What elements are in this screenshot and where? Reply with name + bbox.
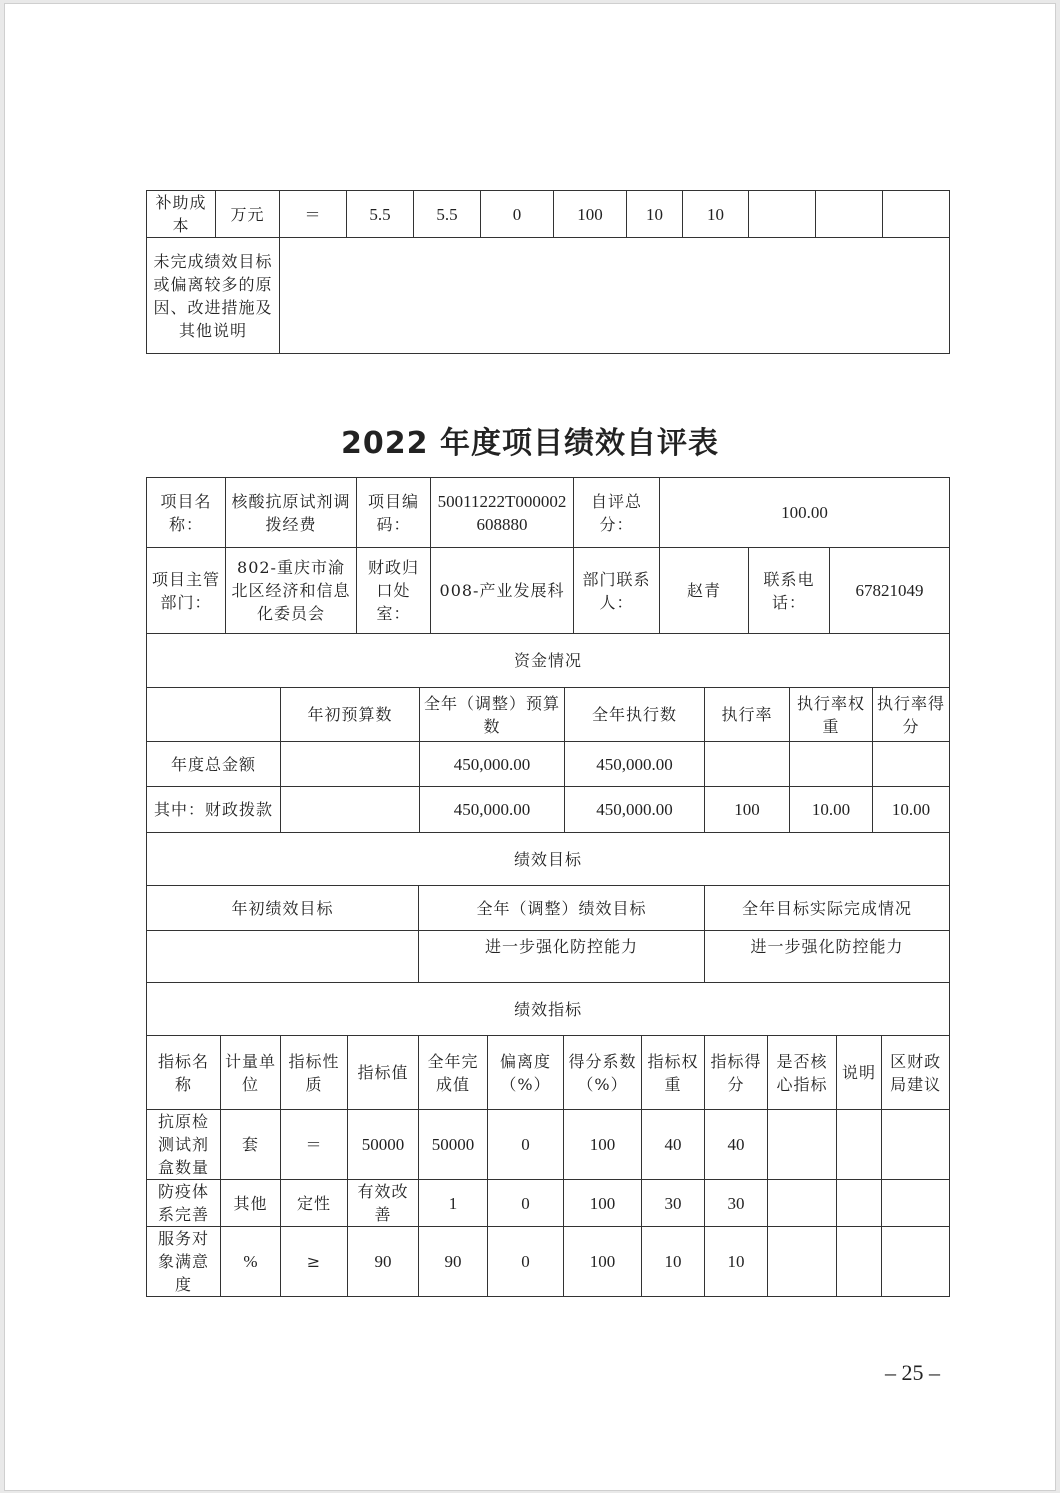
finance-label: 财政归口处室：	[357, 548, 431, 634]
table-cell: 30	[642, 1180, 705, 1227]
indicator-header-cell: 指标得分	[705, 1036, 768, 1110]
target: 5.5	[347, 191, 414, 238]
table-row	[147, 931, 950, 983]
goal-actual: 进一步强化防控能力	[705, 931, 950, 983]
dept-label: 项目主管部门：	[147, 548, 226, 634]
table-cell	[882, 1180, 950, 1227]
table-cell: 0	[488, 1110, 564, 1180]
deviation: 0	[481, 191, 554, 238]
table-row	[147, 688, 950, 742]
info-table	[146, 477, 950, 634]
unit: 万元	[216, 191, 280, 238]
coef: 100	[554, 191, 627, 238]
table-cell: 100	[564, 1227, 642, 1297]
table-row	[147, 634, 950, 688]
funds-header-cell: 年初预算数	[281, 688, 420, 742]
actual: 5.5	[414, 191, 481, 238]
table-cell	[768, 1110, 837, 1180]
goal-adjusted: 进一步强化防控能力	[419, 931, 705, 983]
table-cell: 定性	[281, 1180, 348, 1227]
prev-table	[146, 190, 950, 354]
table-cell: 防疫体系完善	[147, 1180, 221, 1227]
goals-header-cell: 年初绩效目标	[147, 886, 419, 931]
indicator-header-cell: 得分系数（%）	[564, 1036, 642, 1110]
note-value	[280, 238, 950, 354]
table-cell	[790, 742, 873, 787]
table-cell: 450,000.00	[565, 742, 705, 787]
indicator-header-cell: 说明	[837, 1036, 882, 1110]
goals-table	[146, 832, 950, 983]
indicator-header-cell: 偏离度（%）	[488, 1036, 564, 1110]
table-cell: 抗原检测试剂盒数量	[147, 1110, 221, 1180]
table-cell	[873, 742, 950, 787]
funds-header-cell: 执行率得分	[873, 688, 950, 742]
table-cell: 其他	[221, 1180, 281, 1227]
goals-header-cell: 全年目标实际完成情况	[705, 886, 950, 931]
funds-row-label: 其中：财政拨款	[147, 787, 281, 833]
table-cell	[882, 1110, 950, 1180]
table-cell: 10	[642, 1227, 705, 1297]
indicator-header-cell: 计量单位	[221, 1036, 281, 1110]
finance: 008-产业发展科	[431, 548, 574, 634]
indicator-header-cell: 指标值	[348, 1036, 419, 1110]
indicator-header-cell: 区财政局建议	[882, 1036, 950, 1110]
funds-table	[146, 633, 950, 833]
contact-label: 部门联系人：	[574, 548, 660, 634]
table-cell	[281, 787, 420, 833]
table-cell: 服务对象满意度	[147, 1227, 221, 1297]
table-cell: 40	[705, 1110, 768, 1180]
table-cell	[705, 742, 790, 787]
project-code: 50011222T000002608880	[431, 478, 574, 548]
funds-header-cell: 执行率	[705, 688, 790, 742]
table-cell: 90	[419, 1227, 488, 1297]
indicator-header-cell: 全年完成值	[419, 1036, 488, 1110]
table-row	[147, 1227, 950, 1297]
table-cell: 100	[705, 787, 790, 833]
table-cell: %	[221, 1227, 281, 1297]
funds-header-cell: 全年（调整）预算数	[420, 688, 565, 742]
table-cell: 0	[488, 1227, 564, 1297]
goal-initial	[147, 931, 419, 983]
table-cell: 100	[564, 1110, 642, 1180]
self-score-label: 自评总分：	[574, 478, 660, 548]
table-row	[147, 1110, 950, 1180]
goals-section-title: 绩效目标	[147, 833, 950, 886]
table-cell: 有效改善	[348, 1180, 419, 1227]
funds-header-cell: 执行率权重	[790, 688, 873, 742]
project-code-label: 项目编码：	[357, 478, 431, 548]
score: 10	[683, 191, 749, 238]
table-row	[147, 478, 950, 548]
table-cell: 450,000.00	[420, 742, 565, 787]
table-row	[147, 191, 950, 238]
page-title: 2022 年度项目绩效自评表	[341, 426, 719, 461]
table-cell: 50000	[419, 1110, 488, 1180]
nature: ＝	[280, 191, 347, 238]
table-cell: 450,000.00	[565, 787, 705, 833]
self-score: 100.00	[660, 478, 950, 548]
project-name-label: 项目名称：	[147, 478, 226, 548]
dept: 802-重庆市渝北区经济和信息化委员会	[226, 548, 357, 634]
table-cell: 10	[705, 1227, 768, 1297]
indicator-header-cell: 指标权重	[642, 1036, 705, 1110]
table-row	[147, 833, 950, 886]
indicator-header-cell: 是否核心指标	[768, 1036, 837, 1110]
funds-header-cell	[147, 688, 281, 742]
table-row	[147, 742, 950, 787]
table-row	[147, 983, 950, 1036]
table-row	[147, 1036, 950, 1110]
funds-section-title: 资金情况	[147, 634, 950, 688]
table-cell: ＝	[281, 1110, 348, 1180]
contact: 赵青	[660, 548, 749, 634]
table-cell: 100	[564, 1180, 642, 1227]
table-cell	[837, 1227, 882, 1297]
note-label: 未完成绩效目标或偏离较多的原因、改进措施及其他说明	[147, 238, 280, 354]
funds-header-cell: 全年执行数	[565, 688, 705, 742]
table-cell	[837, 1180, 882, 1227]
table-row	[147, 548, 950, 634]
indicator-header-cell: 指标性质	[281, 1036, 348, 1110]
table-cell: 10.00	[790, 787, 873, 833]
table-cell	[882, 1227, 950, 1297]
table-cell: 0	[488, 1180, 564, 1227]
table-cell	[837, 1110, 882, 1180]
table-cell: 套	[221, 1110, 281, 1180]
table-cell: 10.00	[873, 787, 950, 833]
table-cell: 1	[419, 1180, 488, 1227]
table-row	[147, 1180, 950, 1227]
funds-row-label: 年度总金额	[147, 742, 281, 787]
indicators-table	[146, 982, 950, 1297]
table-row	[147, 886, 950, 931]
table-row	[147, 787, 950, 833]
phone: 67821049	[830, 548, 950, 634]
weight: 10	[627, 191, 683, 238]
indicator-name: 补助成本	[147, 191, 216, 238]
indicators-section-title: 绩效指标	[147, 983, 950, 1036]
table-cell	[768, 1180, 837, 1227]
table-cell	[768, 1227, 837, 1297]
table-row	[147, 238, 950, 354]
table-cell: 40	[642, 1110, 705, 1180]
table-cell: 450,000.00	[420, 787, 565, 833]
page-number: – 25 –	[885, 1360, 940, 1385]
phone-label: 联系电话：	[749, 548, 830, 634]
table-cell: 30	[705, 1180, 768, 1227]
table-cell	[281, 742, 420, 787]
project-name: 核酸抗原试剂调拨经费	[226, 478, 357, 548]
table-cell: 90	[348, 1227, 419, 1297]
table-cell: ≥	[281, 1227, 348, 1297]
goals-header-cell: 全年（调整）绩效目标	[419, 886, 705, 931]
table-cell: 50000	[348, 1110, 419, 1180]
indicator-header-cell: 指标名称	[147, 1036, 221, 1110]
